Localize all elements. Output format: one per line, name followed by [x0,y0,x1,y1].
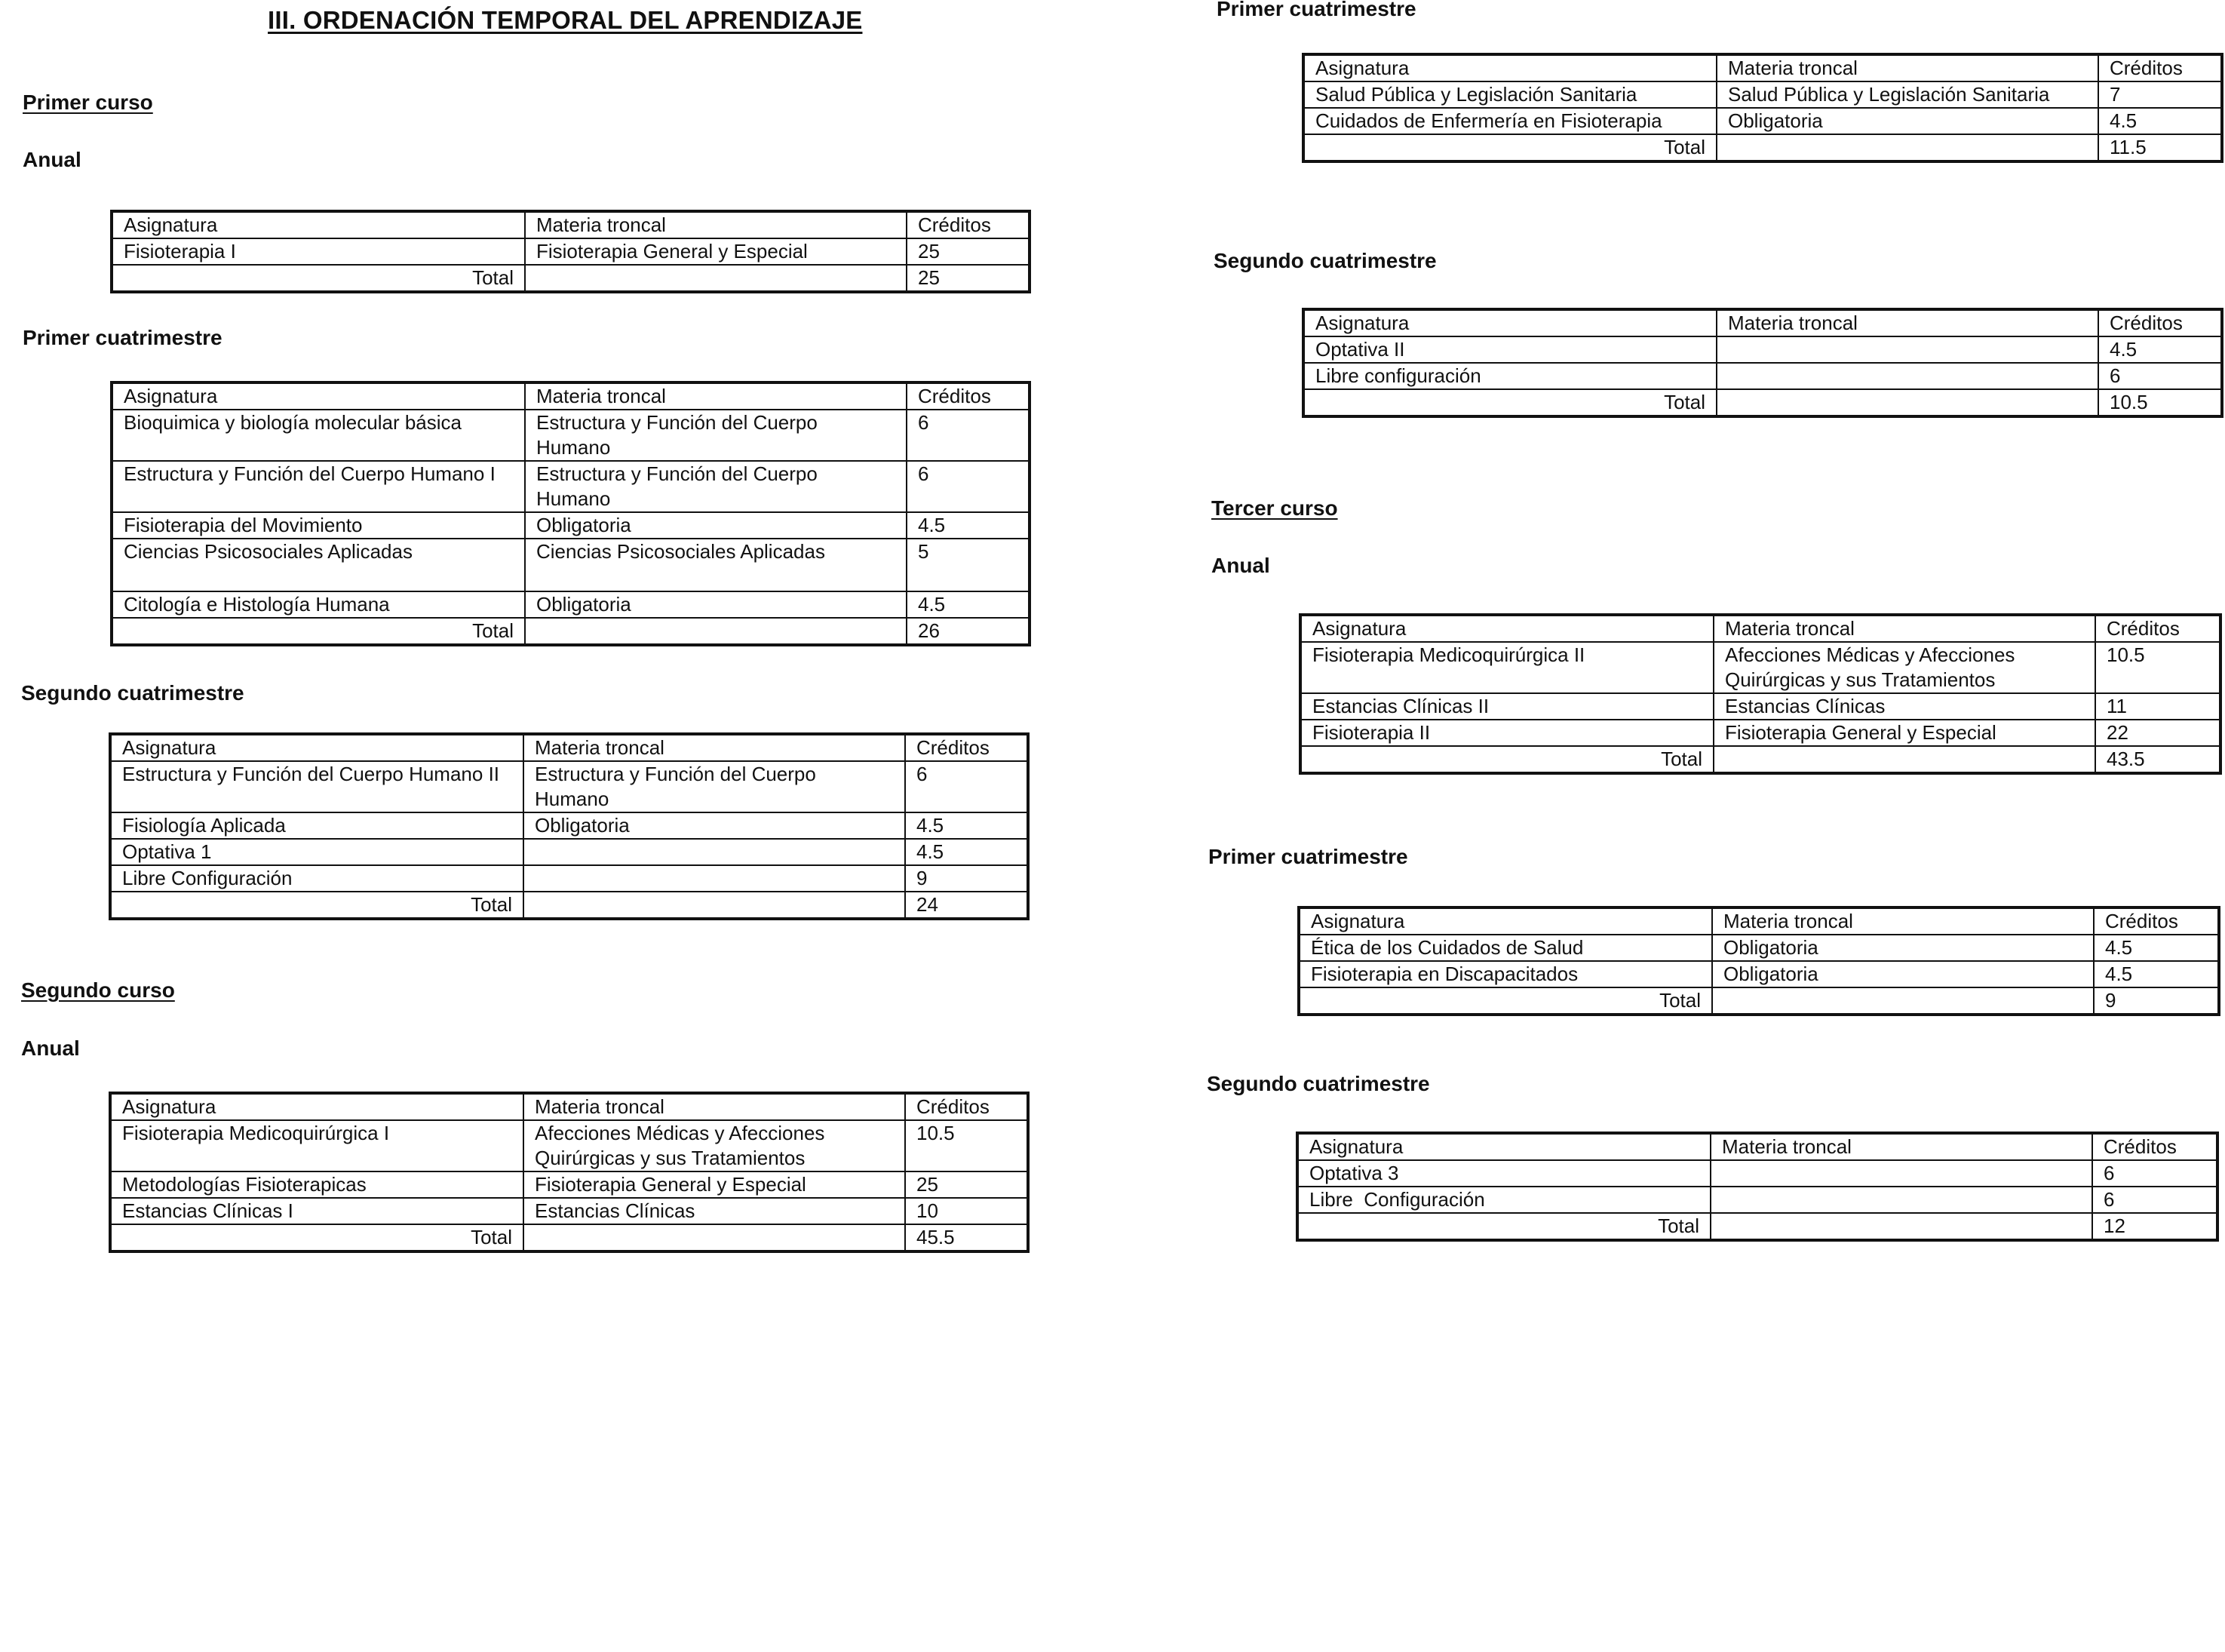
col-header-materia: Materia troncal [1717,54,2098,81]
total-value: 10.5 [2098,389,2222,416]
col-header-asignatura: Asignatura [1297,1133,1711,1160]
col-header-creditos: Créditos [905,734,1028,761]
cell-creditos: 6 [907,410,1030,461]
cell-creditos: 11 [2095,693,2220,720]
col-header-creditos: Créditos [2098,309,2222,336]
table-c1-primer-cuatrimestre [110,381,1031,646]
table-header-row [110,734,1028,761]
cell-creditos: 4.5 [2098,108,2222,134]
col-header-materia: Materia troncal [1714,615,2095,642]
col-header-materia: Materia troncal [523,734,905,761]
cell-asignatura: Fisioterapia Medicoquirúrgica I [110,1120,523,1171]
table-row [1303,81,2222,108]
cell-asignatura: Fisioterapia Medicoquirúrgica II [1300,642,1714,693]
cell-materia [1717,363,2098,389]
cell-asignatura: Libre Configuración [1297,1187,1711,1213]
cell-materia: Estancias Clínicas [1714,693,2095,720]
cell-asignatura: Optativa II [1303,336,1717,363]
col-header-creditos: Créditos [907,382,1030,410]
col-header-asignatura: Asignatura [1300,615,1714,642]
table-c2-anual [109,1092,1030,1253]
cell-creditos: 10 [905,1198,1028,1224]
cell-asignatura: Libre Configuración [110,865,523,892]
cell-materia: Obligatoria [1712,935,2094,961]
col-header-creditos: Créditos [2094,907,2219,935]
col-header-asignatura: Asignatura [1303,54,1717,81]
course-heading-tercer: Tercer curso [1211,496,1338,520]
total-label: Total [110,1224,523,1251]
cell-asignatura: Estructura y Función del Cuerpo Humano I [112,461,525,512]
cell-creditos: 4.5 [2094,961,2219,987]
period-heading-segundo-cuatrimestre: Segundo cuatrimestre [1214,249,1437,272]
col-header-asignatura: Asignatura [110,734,523,761]
table-header-row [1297,1133,2217,1160]
table-header-row [1303,54,2222,81]
cell-creditos: 6 [2098,363,2222,389]
cell-materia: Obligatoria [523,812,905,839]
total-label: Total [1300,746,1714,773]
cell-materia [1717,336,2098,363]
total-label: Total [1303,389,1717,416]
table-row [110,812,1028,839]
period-heading-primer-cuatrimestre: Primer cuatrimestre [23,326,222,349]
cell-materia [1711,1160,2092,1187]
cell-creditos: 9 [905,865,1028,892]
total-row [1299,987,2219,1015]
cell-asignatura: Estancias Clínicas II [1300,693,1714,720]
table-row [1303,363,2222,389]
table-row [1300,720,2220,746]
table-row [110,1198,1028,1224]
cell-materia: Estructura y Función del Cuerpo Humano [525,461,907,512]
table-row [112,539,1030,591]
total-label: Total [1299,987,1712,1015]
total-value: 45.5 [905,1224,1028,1251]
cell-asignatura: Ciencias Psicosociales Aplicadas [112,539,525,591]
table-row [110,839,1028,865]
col-header-asignatura: Asignatura [1303,309,1717,336]
cell-asignatura: Fisioterapia del Movimiento [112,512,525,539]
total-label: Total [112,618,525,645]
cell-asignatura: Bioquimica y biología molecular básica [112,410,525,461]
cell-creditos: 22 [2095,720,2220,746]
table-c3-segundo-cuatrimestre [1296,1132,2219,1242]
table-row [1297,1187,2217,1213]
total-value: 11.5 [2098,134,2222,161]
table-c1-segundo-cuatrimestre [109,732,1030,920]
table-row [1300,642,2220,693]
col-header-materia: Materia troncal [1717,309,2098,336]
table-row [112,512,1030,539]
total-label: Total [1303,134,1717,161]
total-value: 43.5 [2095,746,2220,773]
cell-materia: Fisioterapia General y Especial [525,238,907,265]
cell-asignatura: Optativa 3 [1297,1160,1711,1187]
col-header-asignatura: Asignatura [112,211,525,238]
period-heading-anual: Anual [23,148,81,171]
total-label: Total [110,892,523,919]
cell-creditos: 4.5 [907,591,1030,618]
table-row [1303,108,2222,134]
table-row [1297,1160,2217,1187]
table-header-row [1303,309,2222,336]
table-c2-primer-cuatrimestre [1302,53,2223,163]
page-title: III. ORDENACIÓN TEMPORAL DEL APRENDIZAJE [268,6,863,34]
cell-creditos: 4.5 [905,812,1028,839]
cell-creditos: 4.5 [2094,935,2219,961]
cell-asignatura: Salud Pública y Legislación Sanitaria [1303,81,1717,108]
period-heading-primer-cuatrimestre: Primer cuatrimestre [1217,0,1416,20]
cell-materia: Ciencias Psicosociales Aplicadas [525,539,907,591]
col-header-materia: Materia troncal [1712,907,2094,935]
table-row [110,1120,1028,1171]
col-header-creditos: Créditos [907,211,1030,238]
cell-creditos: 6 [2092,1160,2217,1187]
total-row [1303,134,2222,161]
table-row [1299,961,2219,987]
cell-asignatura: Cuidados de Enfermería en Fisioterapia [1303,108,1717,134]
cell-creditos: 6 [907,461,1030,512]
cell-materia: Estancias Clínicas [523,1198,905,1224]
cell-asignatura: Fisiología Aplicada [110,812,523,839]
total-row [1303,389,2222,416]
cell-creditos: 7 [2098,81,2222,108]
total-value: 9 [2094,987,2219,1015]
table-c3-anual [1299,613,2222,775]
table-c3-primer-cuatrimestre [1297,906,2220,1016]
table-row [110,1171,1028,1198]
cell-materia: Fisioterapia General y Especial [1714,720,2095,746]
cell-asignatura: Fisioterapia en Discapacitados [1299,961,1712,987]
cell-creditos: 4.5 [905,839,1028,865]
table-row [112,410,1030,461]
table-row [1300,693,2220,720]
cell-creditos: 25 [905,1171,1028,1198]
total-value: 26 [907,618,1030,645]
table-row [1299,935,2219,961]
cell-creditos: 10.5 [2095,642,2220,693]
period-heading-segundo-cuatrimestre: Segundo cuatrimestre [1207,1072,1430,1095]
cell-asignatura: Fisioterapia II [1300,720,1714,746]
cell-materia [523,839,905,865]
cell-creditos: 4.5 [2098,336,2222,363]
total-label: Total [112,265,525,292]
cell-materia [523,865,905,892]
col-header-creditos: Créditos [2095,615,2220,642]
table-c2-segundo-cuatrimestre [1302,308,2223,418]
total-row [112,265,1030,292]
col-header-creditos: Créditos [2092,1133,2217,1160]
total-value: 12 [2092,1213,2217,1240]
period-heading-anual: Anual [1211,554,1270,577]
col-header-asignatura: Asignatura [110,1093,523,1120]
period-heading-primer-cuatrimestre: Primer cuatrimestre [1208,845,1408,868]
col-header-creditos: Créditos [905,1093,1028,1120]
col-header-asignatura: Asignatura [112,382,525,410]
table-row [112,461,1030,512]
table-row [1303,336,2222,363]
table-row [112,591,1030,618]
total-row [1300,746,2220,773]
cell-creditos: 5 [907,539,1030,591]
cell-materia: Obligatoria [1712,961,2094,987]
cell-materia: Fisioterapia General y Especial [523,1171,905,1198]
cell-asignatura: Optativa 1 [110,839,523,865]
col-header-asignatura: Asignatura [1299,907,1712,935]
total-value: 24 [905,892,1028,919]
cell-asignatura: Estructura y Función del Cuerpo Humano II [110,761,523,812]
col-header-creditos: Créditos [2098,54,2222,81]
table-row [110,865,1028,892]
cell-asignatura: Ética de los Cuidados de Salud [1299,935,1712,961]
cell-asignatura: Fisioterapia I [112,238,525,265]
table-row [110,761,1028,812]
total-row [110,892,1028,919]
total-row [110,1224,1028,1251]
table-c1-anual [110,210,1031,293]
cell-materia: Obligatoria [525,591,907,618]
col-header-materia: Materia troncal [525,211,907,238]
cell-asignatura: Metodologías Fisioterapicas [110,1171,523,1198]
cell-materia: Estructura y Función del Cuerpo Humano [523,761,905,812]
table-header-row [112,211,1030,238]
table-header-row [110,1093,1028,1120]
cell-materia: Obligatoria [1717,108,2098,134]
course-heading-primer: Primer curso [23,91,153,114]
table-header-row [112,382,1030,410]
total-row [1297,1213,2217,1240]
total-label: Total [1297,1213,1711,1240]
total-row [112,618,1030,645]
cell-creditos: 10.5 [905,1120,1028,1171]
cell-materia: Salud Pública y Legislación Sanitaria [1717,81,2098,108]
cell-creditos: 25 [907,238,1030,265]
col-header-materia: Materia troncal [523,1093,905,1120]
table-row [112,238,1030,265]
cell-asignatura: Libre configuración [1303,363,1717,389]
table-header-row [1299,907,2219,935]
col-header-materia: Materia troncal [1711,1133,2092,1160]
course-heading-segundo: Segundo curso [21,978,175,1002]
total-value: 25 [907,265,1030,292]
period-heading-anual: Anual [21,1036,80,1060]
cell-materia: Obligatoria [525,512,907,539]
cell-materia: Estructura y Función del Cuerpo Humano [525,410,907,461]
cell-creditos: 6 [905,761,1028,812]
cell-materia: Afecciones Médicas y Afecciones Quirúrgicas y sus Tratamientos [1714,642,2095,693]
period-heading-segundo-cuatrimestre: Segundo cuatrimestre [21,681,244,705]
cell-asignatura: Estancias Clínicas I [110,1198,523,1224]
cell-creditos: 6 [2092,1187,2217,1213]
col-header-materia: Materia troncal [525,382,907,410]
cell-materia [1711,1187,2092,1213]
cell-asignatura: Citología e Histología Humana [112,591,525,618]
table-header-row [1300,615,2220,642]
cell-materia: Afecciones Médicas y Afecciones Quirúrgicas y sus Tratamientos [523,1120,905,1171]
cell-creditos: 4.5 [907,512,1030,539]
